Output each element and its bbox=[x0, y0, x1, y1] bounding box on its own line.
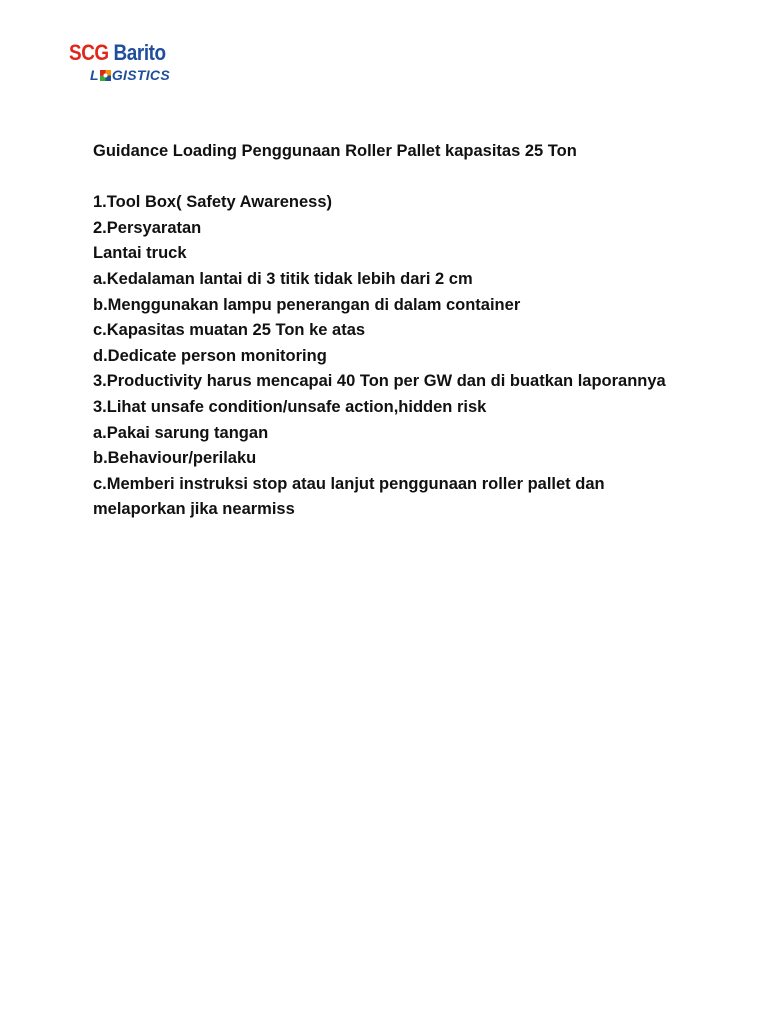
logo-brand-name bbox=[69, 40, 166, 66]
logo-logistics-prefix: L bbox=[90, 67, 99, 83]
item-kedalaman-lantai: a.Kedalaman lantai di 3 titik tidak lebih dari 2 cm bbox=[93, 269, 473, 288]
logo-barito-text: Barito bbox=[113, 40, 166, 65]
logo-logistics-text bbox=[90, 66, 170, 84]
item-behaviour: b.Behaviour/perilaku bbox=[93, 449, 257, 468]
document-body bbox=[93, 139, 693, 523]
item-instruksi-stop: c.Memberi instruksi stop atau lanjut penggunaan roller pallet dan melaporkan jika nearmiss bbox=[93, 474, 605, 519]
item-persyaratan: 2.Persyaratan bbox=[93, 218, 202, 237]
item-kapasitas-muatan: c.Kapasitas muatan 25 Ton ke atas bbox=[93, 321, 366, 340]
document-title: Guidance Loading Penggunaan Roller Pallet kapasitas 25 Ton bbox=[93, 142, 577, 160]
item-lampu-penerangan: b.Menggunakan lampu penerangan di dalam container bbox=[93, 295, 521, 314]
company-logo bbox=[69, 40, 179, 90]
item-dedicate-person: d.Dedicate person monitoring bbox=[93, 346, 327, 365]
item-unsafe-condition: 3.Lihat unsafe condition/unsafe action,hidden risk bbox=[93, 397, 487, 416]
item-lantai-truck: Lantai truck bbox=[93, 244, 187, 263]
logo-scg-text: SCG bbox=[69, 40, 109, 65]
logo-pinwheel-icon bbox=[100, 70, 111, 81]
logo-logistics-suffix: GISTICS bbox=[111, 67, 170, 83]
item-sarung-tangan: a.Pakai sarung tangan bbox=[93, 423, 269, 442]
item-toolbox: 1.Tool Box( Safety Awareness) bbox=[93, 193, 333, 212]
item-productivity: 3.Productivity harus mencapai 40 Ton per GW dan di buatkan laporannya bbox=[93, 372, 666, 391]
